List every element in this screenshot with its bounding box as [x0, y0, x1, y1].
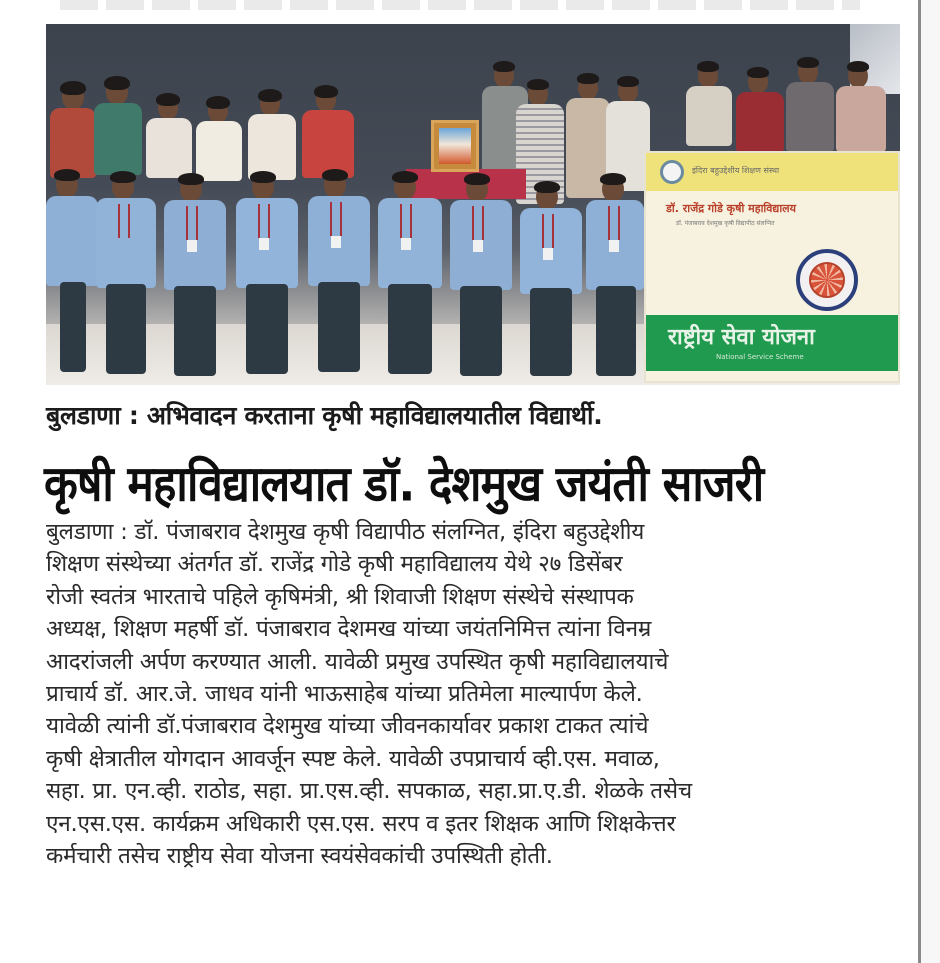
- nss-banner: [644, 151, 900, 383]
- banner-college-name: डॉ. राजेंद्र गोडे कृषी महाविद्यालय: [666, 202, 797, 215]
- news-photo: [46, 24, 900, 385]
- banner-green-band: [646, 315, 898, 371]
- page-margin: [921, 0, 940, 963]
- nss-wheel-logo-icon: [796, 249, 858, 311]
- institution-emblem-icon: [660, 160, 684, 184]
- column-rule: [918, 0, 921, 963]
- article-line: रोजी स्वतंत्र भारताचे पहिले कृषिमंत्री, श्री शिवाजी शिक्षण संस्थेचे संस्थापक: [46, 583, 634, 610]
- photo-caption: बुलडाणा : अभिवादन करताना कृषी महाविद्यालयातील विद्यार्थी.: [46, 401, 603, 430]
- article-body: [46, 516, 916, 872]
- article-line: सहा. प्रा. एन.व्ही. राठोड, सहा. प्रा.एस.व्ही. सपकाळ, सहा.प्रा.ए.डी. शेळके तसेच: [46, 778, 692, 805]
- article-line: यावेळी त्यांनी डॉ.पंजाबराव देशमुख यांच्या जीवनकार्यावर प्रकाश टाकत त्यांचे: [46, 713, 649, 740]
- article-line: प्राचार्य डॉ. आर.जे. जाधव यांनी भाऊसाहेब यांच्या प्रतिमेला माल्यार्पण केले.: [46, 680, 643, 707]
- banner-affiliation-text: डॉ. पंजाबराव देशमुख कृषी विद्यापीठ संलग्नित: [676, 220, 775, 227]
- banner-nss-english: National Service Scheme: [716, 353, 804, 361]
- headline: कृषी महाविद्यालयात डॉ. देशमुख जयंती साजरी: [44, 455, 764, 513]
- article-line: बुलडाणा : डॉ. पंजाबराव देशमुख कृषी विद्यापीठ संलग्नित, इंदिरा बहुउद्देशीय: [46, 519, 645, 545]
- portrait-frame: [431, 120, 479, 172]
- article-line: आदरांजली अर्पण करण्यात आली. यावेळी प्रमुख उपस्थित कृषी महाविद्यालयाचे: [46, 648, 669, 675]
- article-line: अध्यक्ष, शिक्षण महर्षी डॉ. पंजाबराव देशमख यांच्या जयंतनिमित्त त्यांना विनम्र: [46, 616, 652, 643]
- banner-nss-hindi: राष्ट्रीय सेवा योजना: [668, 325, 815, 350]
- banner-institution-text: इंदिरा बहुउद्देशीय शिक्षण संस्था: [692, 166, 780, 175]
- article-line: शिक्षण संस्थेच्या अंतर्गत डॉ. राजेंद्र गोडे कृषी महाविद्यालय येथे २७ डिसेंबर: [46, 551, 623, 578]
- banner-top-band: [646, 153, 898, 191]
- cropped-previous-text: [60, 0, 860, 10]
- article-line: कर्मचारी तसेच राष्ट्रीय सेवा योजना स्वयंसेवकांची उपस्थिती होती.: [46, 842, 553, 869]
- article-line: कृषी क्षेत्रातील योगदान आवर्जून स्पष्ट केले. यावेळी उपप्राचार्य व्ही.एस. मवाळ,: [46, 745, 660, 772]
- article-line: एन.एस.एस. कार्यक्रम अधिकारी एस.एस. सरप व इतर शिक्षक आणि शिक्षकेत्तर: [46, 810, 676, 837]
